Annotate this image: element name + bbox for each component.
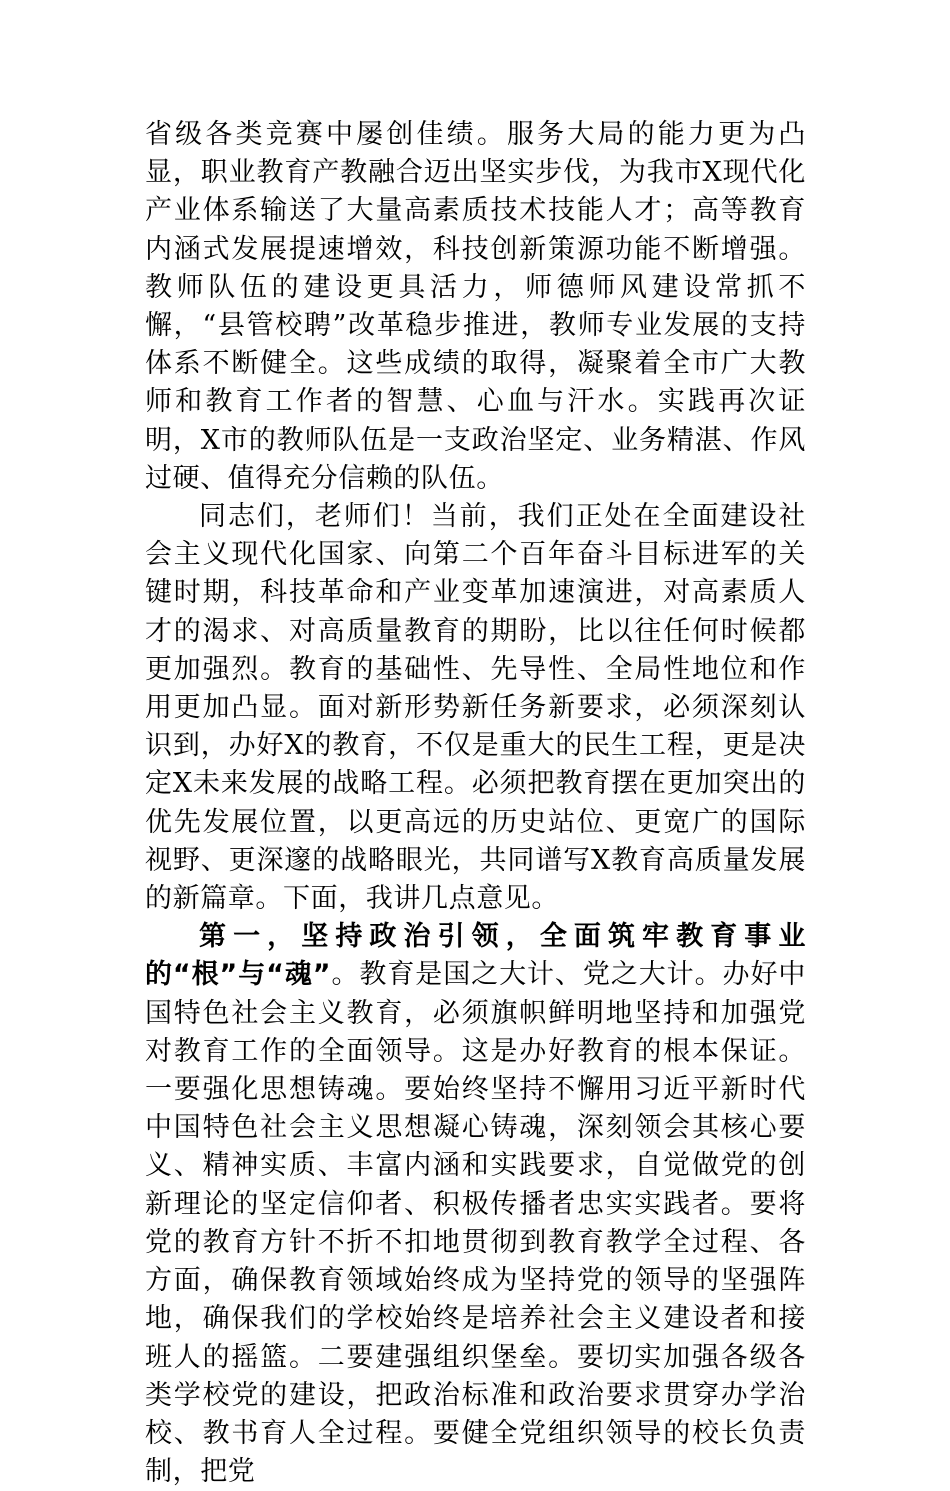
document-body: [145, 116, 806, 1491]
paragraph-continuation: 省级各类竞赛中屡创佳绩。服务大局的能力更为凸显，职业教育产教融合迈出坚实步伐，为我市X现代化产业体系输送了大量高素质技术技能人才；高等教育内涵式发展提速增效，科技创新策源功能不断增强。教师队伍的建设更具活力，师德师风建设常抓不懈，“县管校聘”改革稳步推进，教师专业发展的支持体系不断健全。这些成绩的取得，凝聚着全市广大教师和教育工作者的智慧、心血与汗水。实践再次证明，X市的教师队伍是一支政治坚定、业务精湛、作风过硬、值得充分信赖的队伍。: [145, 119, 806, 494]
paragraph-section-one: [145, 918, 806, 1491]
section-heading: 第一，坚持政治引领，全面筑牢教育事业的“根”与“魂”: [145, 921, 806, 991]
section-body: 。教育是国之大计、党之大计。办好中国特色社会主义教育，必须旗帜鲜明地坚持和加强党对教育工作的全面领导。这是办好教育的根本保证。一要强化思想铸魂。要始终坚持不懈用习近平新时代中国特色社会主义思想凝心铸魂，深刻领会其核心要义、精神实质、丰富内涵和实践要求，自觉做党的创新理论的坚定信仰者、积极传播者忠实实践者。要将党的教育方针不折不扣地贯彻到教育教学全过程、各方面，确保教育领域始终成为坚持党的领导的坚强阵地，确保我们的学校始终是培养社会主义建设者和接班人的摇篮。二要建强组织堡垒。要切实加强各级各类学校党的建设，把政治标准和政治要求贯穿办学治校、教书育人全过程。要健全党组织领导的校长负责制，把党: [145, 959, 807, 1488]
paragraph-address: 同志们，老师们！当前，我们正处在全面建设社会主义现代化国家、向第二个百年奋斗目标进军的关键时期，科技革命和产业变革加速演进，对高素质人才的渴求、对高质量教育的期盼，比以往任何时候都更加强烈。教育的基础性、先导性、全局性地位和作用更加凸显。面对新形势新任务新要求，必须深刻认识到，办好X的教育，不仅是重大的民生工程，更是决定X未来发展的战略工程。必须把教育摆在更加突出的优先发展位置，以更高远的历史站位、更宽广的国际视野、更深邃的战略眼光，共同谱写X教育高质量发展的新篇章。下面，我讲几点意见。: [145, 501, 806, 915]
